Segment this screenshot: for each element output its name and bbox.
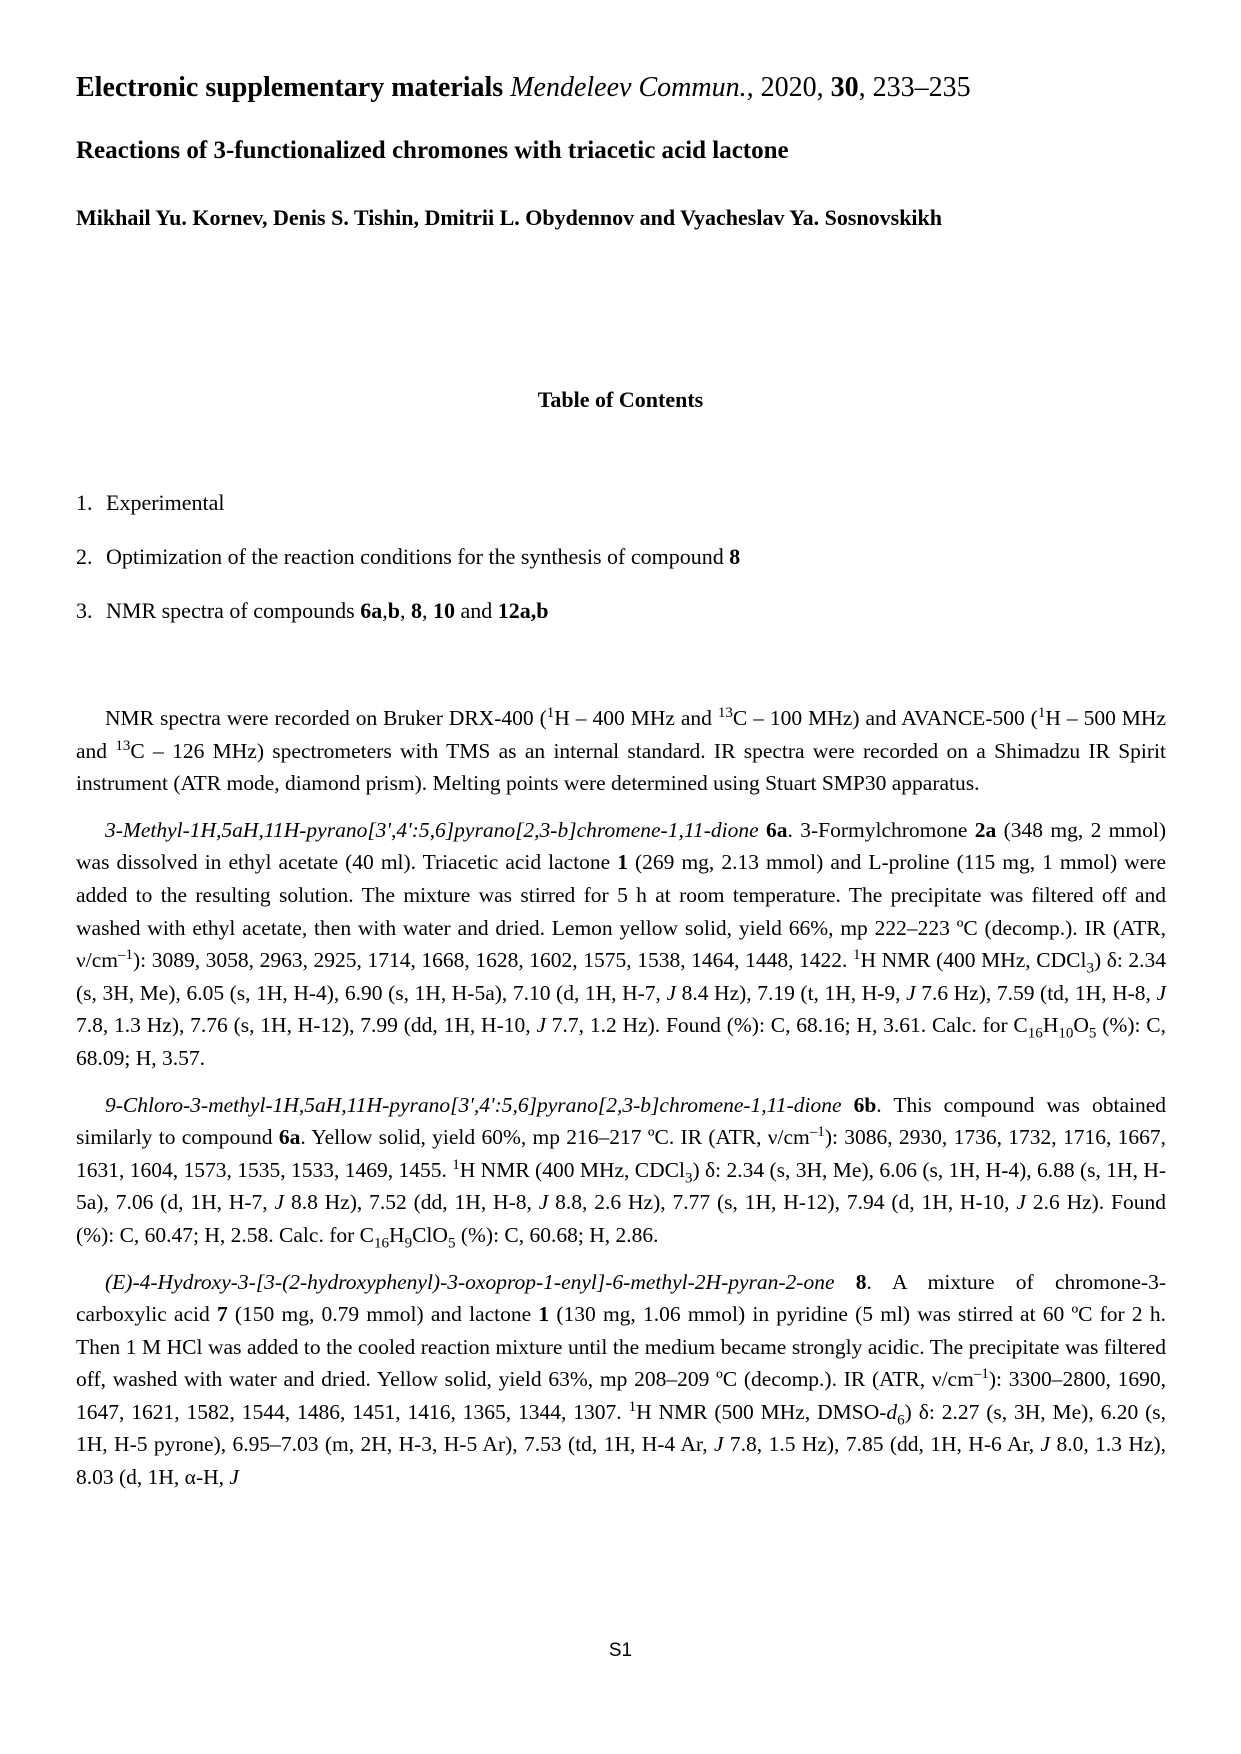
experimental-body — [76, 702, 1166, 1508]
compound-name: 3-Methyl-1H,5aH,11H-pyrano[3',4':5,6]pyrano[2,3-b]chromene-1,11-dione — [105, 817, 759, 842]
toc-heading: Table of Contents — [537, 387, 704, 412]
esm-label: Electronic supplementary materials — [76, 72, 504, 103]
page-header — [76, 72, 971, 104]
toc-item: 1. Experimental — [76, 490, 225, 515]
year: 2020, — [760, 72, 824, 103]
paper-title: Reactions of 3-functionalized chromones with triacetic acid lactone — [76, 137, 789, 164]
instrumentation-paragraph: NMR spectra were recorded on Bruker DRX-400 ($^1$H – 400 MHz and $^{13}$C – 100 MHz) and AVANCE-500 ($^1$H – 500 MHz and $^{13}$C – 126 MHz) spectrometers with TMS as an internal standard. IR spectra were recorded on a Shimadzu IR Spirit instrument (ATR mode, diamond prism). Melting points were determined using Stuart SMP30 apparatus. — [76, 704, 1167, 796]
toc-item: 3. NMR spectra of compounds 6a,b, 8, 10 and 12a,b — [76, 598, 549, 623]
compound-name: (E)-4-Hydroxy-3-[3-(2-hydroxyphenyl)-3-oxoprop-1-enyl]-6-methyl-2H-pyran-2-one — [105, 1269, 835, 1294]
pages: , 233–235 — [858, 72, 971, 103]
toc-item: 2. Optimization of the reaction conditions for the synthesis of compound 8 — [76, 544, 741, 569]
compound-name: 9-Chloro-3-methyl-1H,5aH,11H-pyrano[3',4':5,6]pyrano[2,3-b]chromene-1,11-dione — [105, 1092, 842, 1117]
toc-list — [76, 490, 740, 652]
compound-6b-paragraph: 9-Chloro-3-methyl-1H,5aH,11H-pyrano[3',4':5,6]pyrano[2,3-b]chromene-1,11-dione 6b. This compound was obtained similarly to compound 6a. Yellow solid, yield 60%, mp 216–217 ºC. IR (ATR, $\nu/cm^{-1}$): 3086, 2930, 1736, 1732, 1716, 1667, 1631, 1604, 1573, 1535, 1533, 1469, 1455. $^1$H NMR (400 MHz, CDCl$_3$) δ: 2.34 (s, 3H, Me), 6.06 (s, 1H, H-4), 6.88 (s, 1H, H-5a), 7.06 (d, 1H, H-7, J 8.8 Hz), 7.52 (dd, 1H, H-8, J 8.8, 2.6 Hz), 7.77 (s, 1H, H-12), 7.94 (d, 1H, H-10, J 2.6 Hz). Found (%): C, 60.47; H, 2.58. Calc. for $C_{16}H_9ClO_5$ (%): C, 60.68; H, 2.86. — [76, 1092, 1167, 1252]
journal-name: Mendeleev Commun., — [510, 72, 754, 103]
page-number: S1 — [608, 1640, 633, 1661]
author-list: Mikhail Yu. Kornev, Denis S. Tishin, Dmitrii L. Obydennov and Vyacheslav Ya. Sosnovskikh — [76, 205, 943, 230]
volume: 30 — [830, 72, 859, 103]
compound-8-paragraph: (E)-4-Hydroxy-3-[3-(2-hydroxyphenyl)-3-oxoprop-1-enyl]-6-methyl-2H-pyran-2-one 8. A mixture of chromone-3-carboxylic acid 7 (150 mg, 0.79 mmol) and lactone 1 (130 mg, 1.06 mmol) in pyridine (5 ml) was stirred at 60 ºC for 2 h. Then 1 M HCl was added to the cooled reaction mixture until the medium became strongly acidic. The precipitate was filtered off, washed with water and dried. Yellow solid, yield 63%, mp 208–209 ºC (decomp.). IR (ATR, $\nu/cm^{-1}$): 3300–2800, 1690, 1647, 1621, 1582, 1544, 1486, 1451, 1416, 1365, 1344, 1307. $^1$H NMR (500 MHz, DMSO-$d_6$) δ: 2.27 (s, 3H, Me), 6.20 (s, 1H, H-5 pyrone), 6.95–7.03 (m, 2H, H-3, H-5 Ar), 7.53 (td, 1H, H-4 Ar, J 7.8, 1.5 Hz), 7.85 (dd, 1H, H-6 Ar, J 8.0, 1.3 Hz), 8.03 (d, 1H, α-H, J — [76, 1269, 1167, 1490]
compound-6a-paragraph: 3-Methyl-1H,5aH,11H-pyrano[3',4':5,6]pyrano[2,3-b]chromene-1,11-dione 6a. 3-Formylchromone 2a (348 mg, 2 mmol) was dissolved in ethyl acetate (40 ml). Triacetic acid lactone 1 (269 mg, 2.13 mmol) and L-proline (115 mg, 1 mmol) were added to the resulting solution. The mixture was stirred for 5 h at room temperature. The precipitate was filtered off and washed with ethyl acetate, then with water and dried. Lemon yellow solid, yield 66%, mp 222–223 ºC (decomp.). IR (ATR, $\nu/cm^{-1}$): 3089, 3058, 2963, 2925, 1714, 1668, 1628, 1602, 1575, 1538, 1464, 1448, 1422. $^1$H NMR (400 MHz, CDCl$_3$) δ: 2.34 (s, 3H, Me), 6.05 (s, 1H, H-4), 6.90 (s, 1H, H-5a), 7.10 (d, 1H, H-7, J 8.4 Hz), 7.19 (t, 1H, H-9, J 7.6 Hz), 7.59 (td, 1H, H-8, J 7.8, 1.3 Hz), 7.76 (s, 1H, H-12), 7.99 (dd, 1H, H-10, J 7.7, 1.2 Hz). Found (%): C, 68.16; H, 3.61. Calc. for $C_{16}H_{10}O_5$ (%): C, 68.09; H, 3.57. — [76, 817, 1167, 1070]
